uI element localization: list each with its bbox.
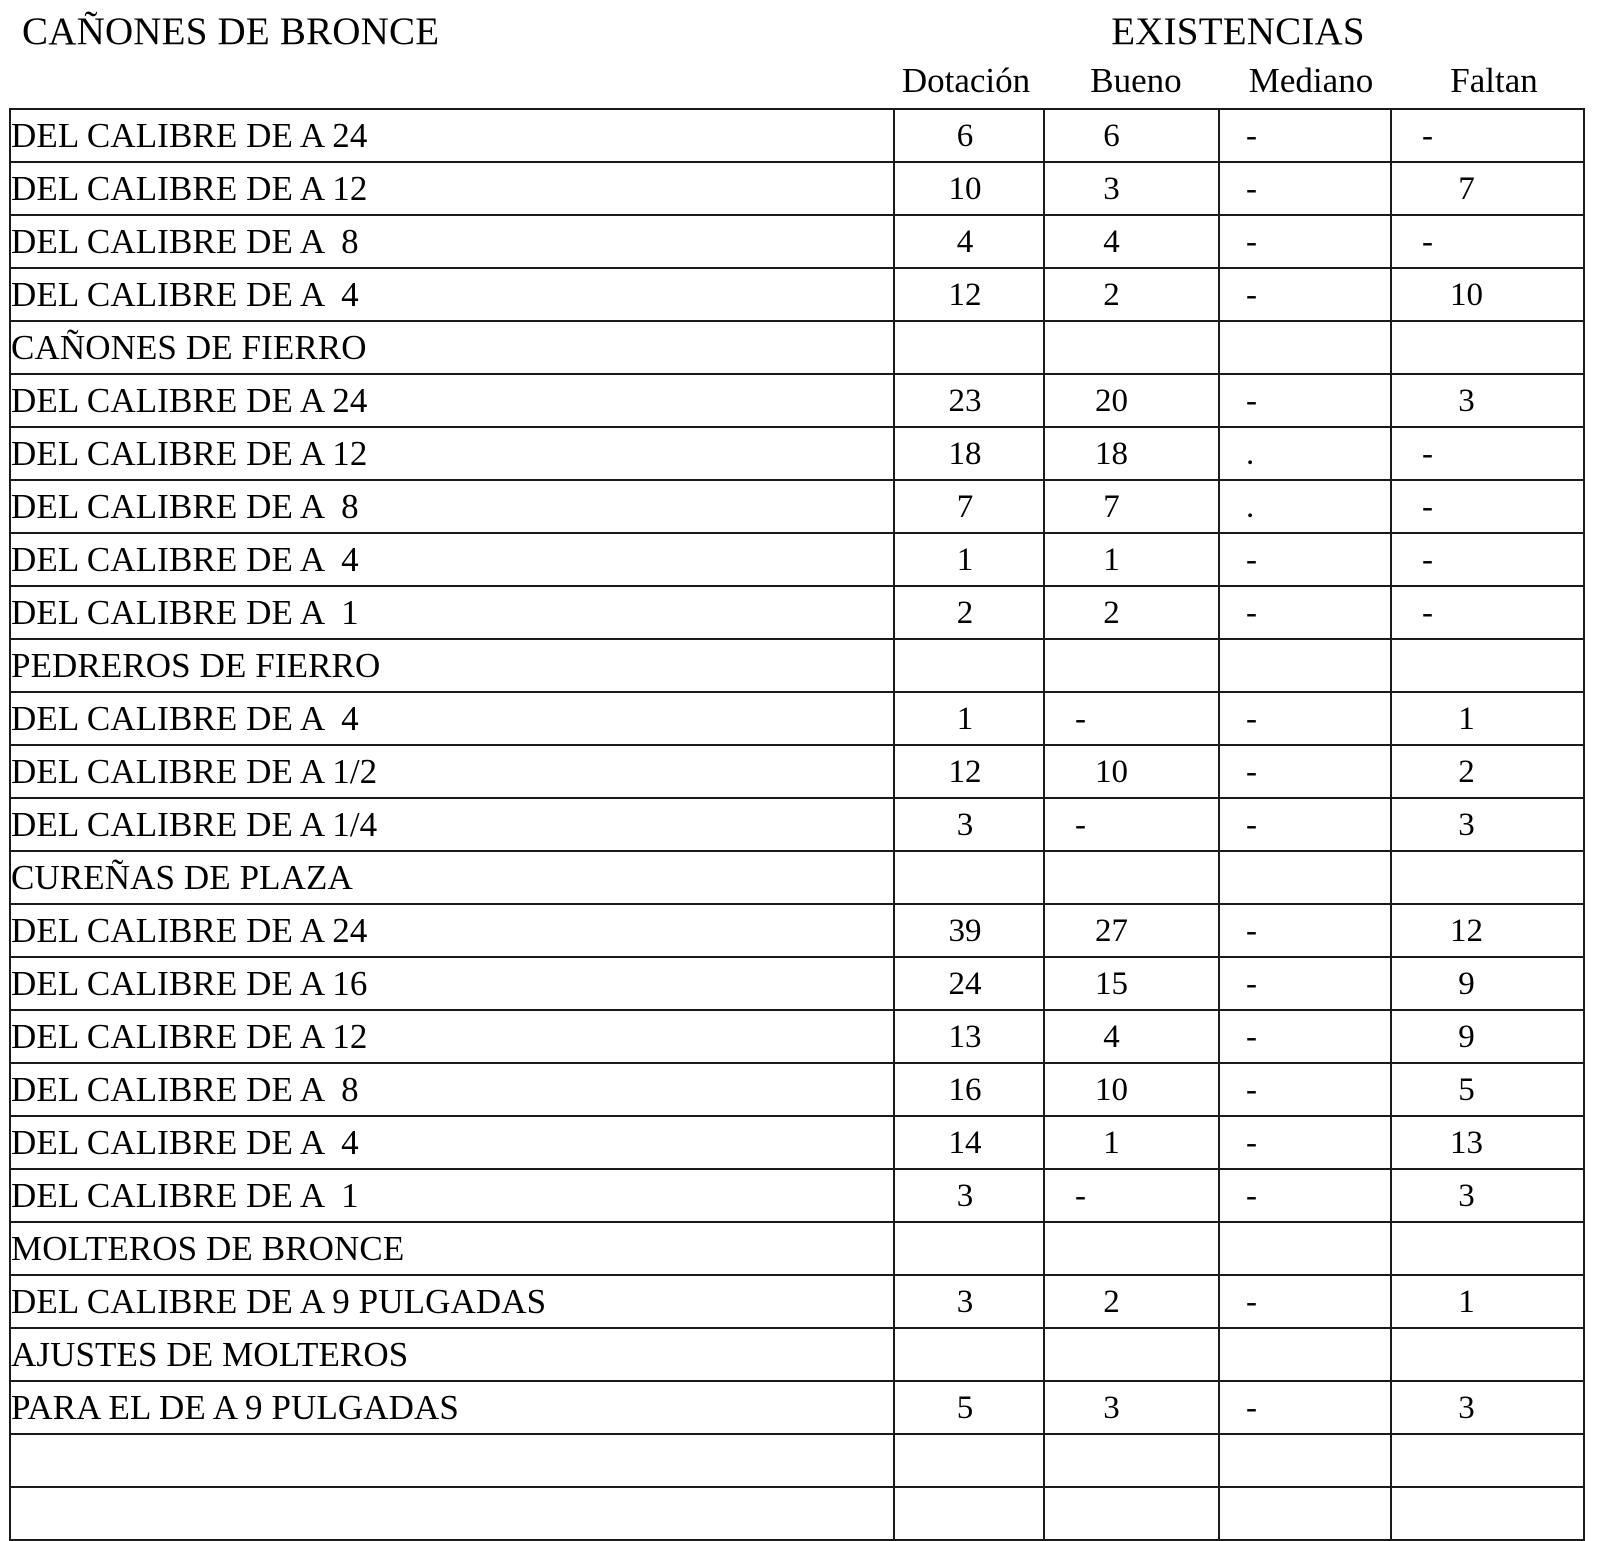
row-item-label: DEL CALIBRE DE A 9 PULGADAS [10,1275,894,1328]
table-header-band [0,0,1600,108]
cell-dotacion: 10 [894,162,1044,215]
dash-icon: - [1246,276,1257,313]
cell-bueno: 2 [1044,586,1219,639]
cell-dotacion: 4 [894,215,1044,268]
cell-mediano [1219,851,1391,904]
cell-dotacion [894,1328,1044,1381]
row-item-label: DEL CALIBRE DE A 24 [10,109,894,162]
cell-mediano [1219,586,1391,639]
dash-icon: - [1422,435,1433,472]
row-item-label: DEL CALIBRE DE A 8 [10,215,894,268]
dash-icon: - [1246,753,1257,790]
cell-faltan [1391,639,1584,692]
cell-mediano [1219,162,1391,215]
page-title: CAÑONES DE BRONCE [22,10,440,53]
dash-icon: - [1246,1018,1257,1055]
inventory-table-body [10,109,1584,1540]
table-row [10,1487,1584,1540]
dash-icon: - [1246,1071,1257,1108]
cell-bueno: 27 [1044,904,1219,957]
cell-bueno: 15 [1044,957,1219,1010]
cell-faltan: 3 [1391,1381,1584,1434]
table-row [10,957,1584,1010]
cell-mediano [1219,1063,1391,1116]
dash-icon: - [1246,806,1257,843]
cell-bueno: 6 [1044,109,1219,162]
table-row [10,321,1584,374]
cell-dotacion [894,851,1044,904]
cell-mediano [1219,480,1391,533]
dash-icon: - [1246,1177,1257,1214]
table-row [10,1116,1584,1169]
cell-faltan: 10 [1391,268,1584,321]
dash-icon: - [1246,541,1257,578]
row-item-label: DEL CALIBRE DE A 12 [10,162,894,215]
cell-dotacion: 1 [894,533,1044,586]
cell-mediano [1219,1487,1391,1540]
row-item-label: DEL CALIBRE DE A 8 [10,480,894,533]
cell-bueno: 3 [1044,162,1219,215]
cell-mediano [1219,109,1391,162]
cell-mediano [1219,1328,1391,1381]
dash-icon: - [1246,117,1257,154]
cell-faltan: 1 [1391,1275,1584,1328]
row-item-label: DEL CALIBRE DE A 1 [10,586,894,639]
row-item-label: DEL CALIBRE DE A 1/2 [10,745,894,798]
table-row [10,851,1584,904]
cell-bueno [1044,321,1219,374]
cell-faltan [1391,427,1584,480]
cell-faltan [1391,1487,1584,1540]
dash-icon: - [1246,700,1257,737]
cell-bueno [1044,639,1219,692]
row-item-label: DEL CALIBRE DE A 12 [10,427,894,480]
cell-dotacion: 3 [894,1275,1044,1328]
cell-mediano [1219,957,1391,1010]
cell-faltan: 12 [1391,904,1584,957]
table-row [10,1381,1584,1434]
cell-faltan [1391,586,1584,639]
column-header-faltan: Faltan [1450,61,1538,100]
cell-bueno [1044,1328,1219,1381]
table-row [10,1222,1584,1275]
cell-mediano [1219,1434,1391,1487]
row-section-label: CAÑONES DE FIERRO [10,321,894,374]
cell-dotacion [894,1434,1044,1487]
table-row [10,1063,1584,1116]
dot-icon: . [1246,488,1255,525]
cell-dotacion: 24 [894,957,1044,1010]
cell-mediano [1219,1169,1391,1222]
cell-faltan: 3 [1391,798,1584,851]
table-row [10,268,1584,321]
cell-dotacion: 12 [894,745,1044,798]
row-item-label: DEL CALIBRE DE A 4 [10,692,894,745]
cell-faltan [1391,321,1584,374]
dash-icon: - [1246,1389,1257,1426]
cell-mediano [1219,321,1391,374]
row-section-label: CUREÑAS DE PLAZA [10,851,894,904]
cell-bueno [1044,851,1219,904]
cell-faltan: 3 [1391,374,1584,427]
cell-bueno: 1 [1044,533,1219,586]
cell-faltan [1391,480,1584,533]
cell-mediano [1219,268,1391,321]
dash-icon: - [1422,594,1433,631]
cell-dotacion: 39 [894,904,1044,957]
row-item-label: DEL CALIBRE DE A 1/4 [10,798,894,851]
dash-icon: - [1422,223,1433,260]
cell-bueno: 4 [1044,215,1219,268]
cell-dotacion: 2 [894,586,1044,639]
inventory-table [9,108,1585,1541]
cell-bueno: 7 [1044,480,1219,533]
cell-bueno: 1 [1044,1116,1219,1169]
table-row [10,1169,1584,1222]
cell-mediano [1219,215,1391,268]
row-item-label: DEL CALIBRE DE A 8 [10,1063,894,1116]
row-item-label: DEL CALIBRE DE A 12 [10,1010,894,1063]
table-row [10,1275,1584,1328]
row-item-label: DEL CALIBRE DE A 1 [10,1169,894,1222]
cell-mediano [1219,1116,1391,1169]
cell-bueno [1044,1487,1219,1540]
table-row [10,586,1584,639]
cell-bueno: 2 [1044,268,1219,321]
cell-faltan [1391,851,1584,904]
cell-faltan [1391,109,1584,162]
row-item-label: PARA EL DE A 9 PULGADAS [10,1381,894,1434]
column-header-row [880,57,1586,105]
table-row [10,639,1584,692]
cell-faltan [1391,1434,1584,1487]
cell-mediano [1219,904,1391,957]
cell-bueno [1044,1434,1219,1487]
row-item-label: DEL CALIBRE DE A 16 [10,957,894,1010]
cell-bueno: 10 [1044,1063,1219,1116]
cell-mediano [1219,533,1391,586]
cell-bueno: 18 [1044,427,1219,480]
cell-bueno [1044,1169,1219,1222]
row-item-label: DEL CALIBRE DE A 24 [10,904,894,957]
row-item-label: DEL CALIBRE DE A 4 [10,533,894,586]
cell-dotacion: 13 [894,1010,1044,1063]
cell-faltan: 1 [1391,692,1584,745]
cell-dotacion [894,1222,1044,1275]
cell-bueno: 3 [1044,1381,1219,1434]
cell-dotacion [894,1487,1044,1540]
cell-mediano [1219,1222,1391,1275]
column-header-dotacion: Dotación [901,61,1031,100]
cell-dotacion: 6 [894,109,1044,162]
cell-faltan: 9 [1391,957,1584,1010]
cell-bueno [1044,798,1219,851]
existencias-group-header: EXISTENCIAS [1111,10,1365,53]
row-section-label: PEDREROS DE FIERRO [10,639,894,692]
cell-dotacion: 3 [894,1169,1044,1222]
dash-icon: - [1246,594,1257,631]
cell-bueno [1044,1222,1219,1275]
row-section-label: MOLTEROS DE BRONCE [10,1222,894,1275]
table-row [10,215,1584,268]
cell-faltan: 9 [1391,1010,1584,1063]
table-row [10,692,1584,745]
column-header-bueno: Bueno [1090,61,1182,100]
cell-mediano [1219,1381,1391,1434]
row-item-label: DEL CALIBRE DE A 24 [10,374,894,427]
dash-icon: - [1075,806,1086,843]
cell-bueno: 2 [1044,1275,1219,1328]
cell-faltan: 7 [1391,162,1584,215]
cell-dotacion: 5 [894,1381,1044,1434]
cell-dotacion: 16 [894,1063,1044,1116]
cell-faltan: 3 [1391,1169,1584,1222]
column-header-mediano: Mediano [1248,61,1374,100]
row-item-label: DEL CALIBRE DE A 4 [10,268,894,321]
cell-mediano [1219,1275,1391,1328]
cell-faltan: 5 [1391,1063,1584,1116]
table-row [10,427,1584,480]
cell-dotacion: 1 [894,692,1044,745]
cell-bueno [1044,692,1219,745]
cell-dotacion: 3 [894,798,1044,851]
row-empty-label [10,1434,894,1487]
cell-faltan [1391,1222,1584,1275]
cell-bueno: 10 [1044,745,1219,798]
table-row [10,480,1584,533]
cell-dotacion: 7 [894,480,1044,533]
cell-mediano [1219,798,1391,851]
dash-icon: - [1422,488,1433,525]
cell-faltan [1391,1328,1584,1381]
table-row [10,1434,1584,1487]
row-item-label: DEL CALIBRE DE A 4 [10,1116,894,1169]
dash-icon: - [1422,541,1433,578]
cell-faltan: 2 [1391,745,1584,798]
table-row [10,533,1584,586]
cell-faltan [1391,533,1584,586]
cell-mediano [1219,374,1391,427]
table-row [10,109,1584,162]
dash-icon: - [1246,382,1257,419]
cell-bueno: 4 [1044,1010,1219,1063]
cell-dotacion: 12 [894,268,1044,321]
table-row [10,374,1584,427]
dash-icon: - [1246,1283,1257,1320]
dash-icon: - [1075,1177,1086,1214]
cell-mediano [1219,745,1391,798]
cell-dotacion [894,321,1044,374]
table-row [10,798,1584,851]
dash-icon: - [1246,912,1257,949]
row-section-label: AJUSTES DE MOLTEROS [10,1328,894,1381]
cell-dotacion [894,639,1044,692]
dash-icon: - [1246,1124,1257,1161]
cell-mediano [1219,692,1391,745]
dash-icon: - [1246,965,1257,1002]
cell-mediano [1219,1010,1391,1063]
dash-icon: - [1075,700,1086,737]
cell-mediano [1219,639,1391,692]
row-empty-label [10,1487,894,1540]
dash-icon: - [1246,170,1257,207]
table-row [10,1328,1584,1381]
table-row [10,162,1584,215]
cell-faltan: 13 [1391,1116,1584,1169]
cell-dotacion: 18 [894,427,1044,480]
cell-dotacion: 23 [894,374,1044,427]
table-row [10,904,1584,957]
table-row [10,745,1584,798]
dot-icon: . [1246,435,1255,472]
cell-dotacion: 14 [894,1116,1044,1169]
dash-icon: - [1422,117,1433,154]
cell-mediano [1219,427,1391,480]
dash-icon: - [1246,223,1257,260]
table-row [10,1010,1584,1063]
cell-faltan [1391,215,1584,268]
cell-bueno: 20 [1044,374,1219,427]
